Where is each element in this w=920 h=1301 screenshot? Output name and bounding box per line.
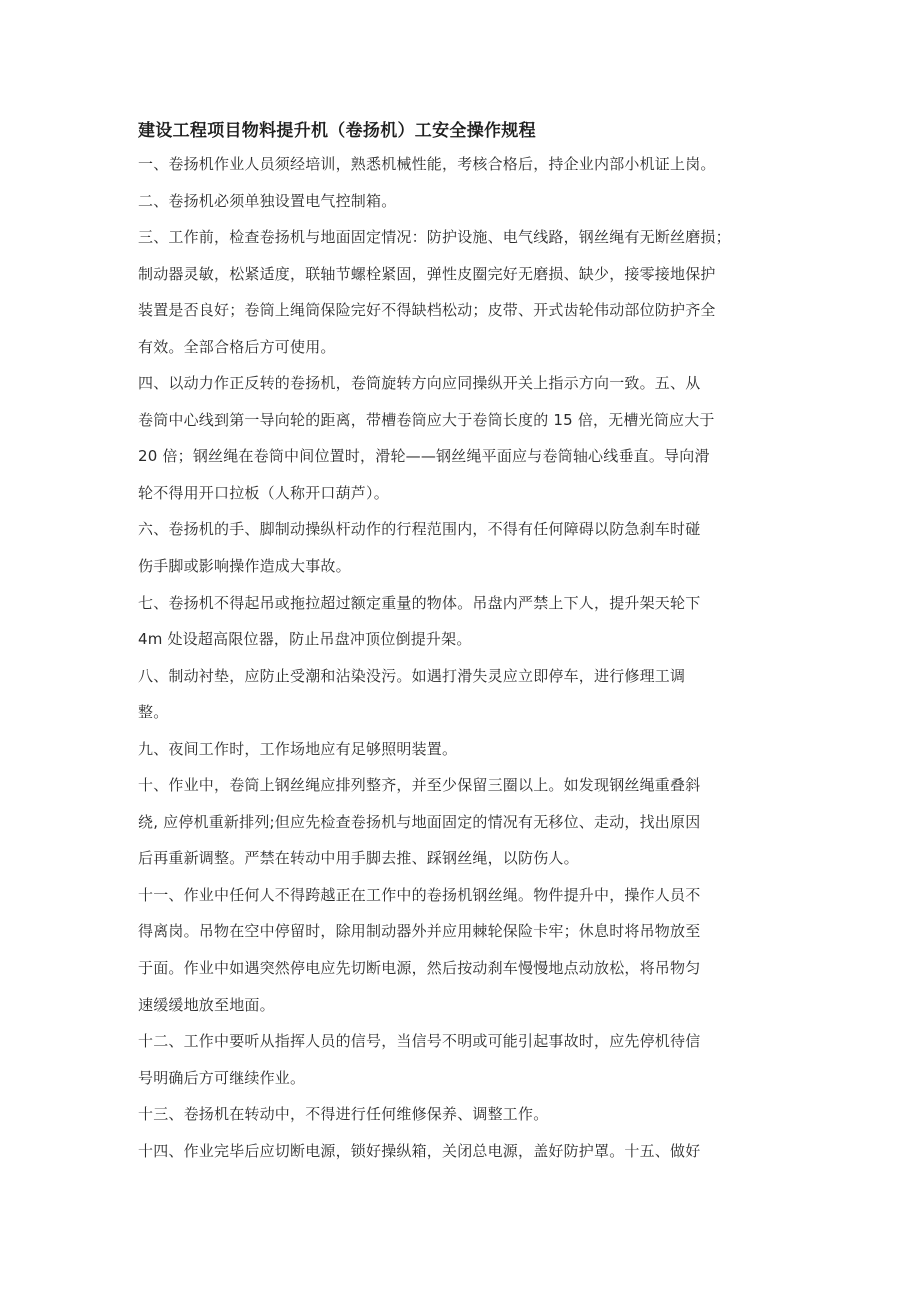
document-title: 建设工程项目物料提升机（卷扬机）工安全操作规程 (138, 121, 536, 141)
text-line: 绕, 应停机重新排列;但应先检查卷扬机与地面固定的情况有无移位、走动，找出原因 (138, 812, 701, 831)
text-line: 轮不得用开口拉板（人称开口葫芦）。 (138, 483, 389, 502)
text-line: 速缓缓地放至地面。 (138, 995, 275, 1014)
text-line: 制动器灵敏，松紧适度，联轴节螺栓紧固，弹性皮圈完好无磨损、缺少，接零接地保护 (138, 264, 716, 283)
text-line: 有效。全部合格后方可使用。 (138, 337, 336, 356)
text-line: 十一、作业中任何人不得跨越正在工作中的卷扬机钢丝绳。物件提升中，操作人员不 (138, 885, 701, 904)
text-line: 卷筒中心线到第一导向轮的距离，带槽卷筒应大于卷筒长度的 15 倍，无槽光筒应大于 (138, 410, 715, 429)
text-line: 十三、卷扬机在转动中，不得进行任何维修保养、调整工作。 (138, 1105, 549, 1124)
text-line: 号明确后方可继续作业。 (138, 1068, 306, 1087)
text-line: 七、卷扬机不得起吊或拖拉超过额定重量的物体。吊盘内严禁上下人，提升架天轮下 (138, 593, 701, 612)
text-line: 整。 (138, 703, 169, 722)
text-line: 十四、作业完毕后应切断电源，锁好操纵箱，关闭总电源，盖好防护罩。十五、做好 (138, 1141, 701, 1160)
text-line: 二、卷扬机必须单独设置电气控制箱。 (138, 191, 397, 210)
text-line: 十二、工作中要听从指挥人员的信号，当信号不明或可能引起事故时，应先停机待信 (138, 1032, 701, 1051)
text-line: 四、以动力作正反转的卷扬机，卷筒旋转方向应同操纵开关上指示方向一致。五、从 (138, 374, 701, 393)
text-line: 20 倍；钢丝绳在卷筒中间位置时，滑轮——钢丝绳平面应与卷筒轴心线垂直。导向滑 (138, 447, 710, 466)
text-line: 九、夜间工作时，工作场地应有足够照明装置。 (138, 739, 458, 758)
text-line: 十、作业中，卷筒上钢丝绳应排列整齐，并至少保留三圈以上。如发现钢丝绳重叠斜 (138, 776, 701, 795)
text-line: 八、制动衬垫，应防止受潮和沾染没污。如遇打滑失灵应立即停车，进行修理工调 (138, 666, 686, 685)
text-line: 于面。作业中如遇突然停电应先切断电源，然后按动刹车慢慢地点动放松，将吊物匀 (138, 959, 701, 978)
text-line: 一、卷扬机作业人员须经培训，熟悉机械性能，考核合格后，持企业内部小机证上岗。 (138, 155, 716, 173)
text-line: 伤手脚或影响操作造成大事故。 (138, 557, 351, 576)
text-line: 后再重新调整。严禁在转动中用手脚去推、踩钢丝绳，以防伤人。 (138, 849, 579, 868)
text-line: 4m 处设超高限位器，防止吊盘冲顶位倒提升架。 (138, 630, 472, 649)
text-line: 三、工作前，检查卷扬机与地面固定情况：防护设施、电气线路，钢丝绳有无断丝磨损； (138, 228, 731, 247)
document-body (138, 150, 818, 1173)
text-line: 得离岗。吊物在空中停留时，除用制动器外并应用棘轮保险卡牢；休息时将吊物放至 (138, 922, 701, 941)
text-line: 装置是否良好；卷筒上绳筒保险完好不得缺档松动；皮带、开式齿轮伟动部位防护齐全 (138, 301, 716, 320)
text-line: 六、卷扬机的手、脚制动操纵杆动作的行程范围内，不得有任何障碍以防急刹车时碰 (138, 520, 701, 539)
